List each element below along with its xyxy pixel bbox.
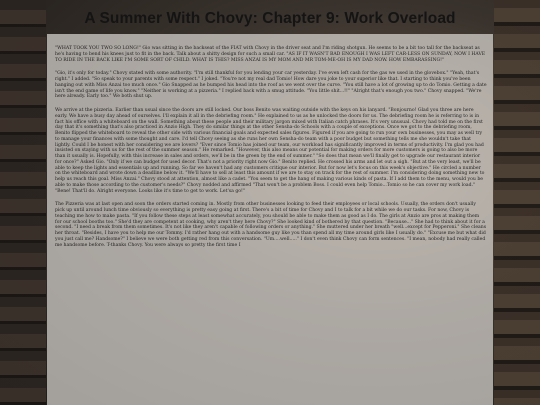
story-paragraph: "WHAT TOOK YOU TWO SO LONG!" Gio was sitting in the backseat of the FIAT with Chovy in the driver seat and I'm riding shotgun. He seems to be a bit too tall for the backseat as he's having to bend his knees just to fit in the back. Talk about a shitty design for such a small car. "AS IF IT WASN'T BAD ENOUGH I WAS LEFT CAR-LESS ON SUNDAY, NOW I HAVE TO RIDE IN THE BACK LIKE I'M SOME SORT OF CHILD. WHAT IS THIS? MISS ANZAI IS MY MOM AND MR TOM-ME-OH IS MY DAD NOW. HOW EMBARASSING!"	[55, 46, 486, 63]
chapter-title: A Summer With Chovy: Chapter 9: Work Overload	[84, 10, 456, 27]
bookshelf-left	[0, 0, 46, 405]
story-paragraph: We arrive at the pizzeria. Earlier than usual since the doors are still locked. Our boss Benito was waiting outside with the keys on his lanyard. "Bonjourno! Glad you three are here early. We have a busy day ahead of ourselves. I'll explain it all in the debriefing room." He explained to us as he unlocked the doors for us. The debriefing room he is referring to is in fact his office with a whiteboard on the wall. Something about these people and their military jargon mixed with Italian catch phrases. It's very unusual. Chovy had told me on the first day that it's something that's also practiced in Anzio High. They do similar things at the other Sensha-do Schools with a couple of exceptions. Once we got to the debriefing room, Benito flipped the whiteboard to reveal the other side with various financial goals and expected sales figures. Figured if you are going to run your own businesses, you may as well try to manage your finances with some thought and care. I'd tell Chovy seeing as she runs her own Sensha-do team with a poor budget but something tells me she wouldn't take that lightly. Could I be honest with her considering we are lovers? "Ever since Tomio has joined our team, our workload has significantly improved in terms of productivity. I'm glad you had insisted on staying with us for the rest of the summer season." He remarked. "However, this also means our potential for making orders for more customers is going to also be more than it usually is. Hopefully, with this increase in sales and orders, we'll be in the green by the end of summer." "So does that mean we'll finally get to upgrade our restaurant interior for once?" Asked Gio. "Only if we can budget for used decor. That's not a priority right now Gio." Benito replied. He crossed his arms and let out a sigh. "But at the very least, we'll be able to keep the lights and essentials up and running. So far we haven't had any customers critique our interior. But for now let's focus on this week's objective." He circled a number on the whiteboard and wrote down a deadline below it. "We'll have to sell at least this amount if we are to stay on track for the rest of summer. I'm considering doing something new to help us reach this goal. Miss Anzai." Chovy stood at attention, almost like a cadet. "You seem to get the hang of making various kinds of pasta. If I add them to the menu, would you be able to make those according to the customer's needs?" Chovy nodded and affirmed "That won't be a problem Boss. I could even help Tomio...Tomio so he can cover my work load." "Bene! That'll do. Alright everyone. Looks like it's time to get to work. Let'sa go!"	[55, 108, 485, 194]
story-page[interactable]	[47, 34, 493, 405]
story-paragraph: "Gio, it's only for today." Chovy stated with some authority. "I'm still thankful for you lending your car yesterday. I've even left cash for the gas we used in the glovebox." "Yeah, that's right." I added. "So speak to your parents with some respect." I joked. "You're not my real dad Tomio! How dare you joke to your superior like that. I starting to think you've been hanging out with Miss Anzai too much once." Gio Snapped as he bumped his head into the roof as we went over the curve. "You still have a lot of growing up to do Tomio. Getting a date isn't the end game of life you know." "Neither is working at a pizzeria." I replied back with a smug attitude. "You little shit...!!" "Alright that's enough you two." Chovy snapped. "We're here already. Early too." We both shut up.	[55, 71, 487, 100]
bookshelf-right	[494, 0, 540, 405]
story-paragraph: The Pizzeria was at last open and soon the orders started coming in. Mostly from other businesses looking to feed their employees or local schools. Usually, the orders don't usually pick up until around lunch time obviously so everything is pretty easy going at first. There's a bit of time for Chovy and I to talk for a bit while we do our tasks. For now, Chovy is teaching me how to make pasta. "If you follow these steps at least somewhat accurately, you should be able to make them as good as I do. The girls at Anzio are pros at making them for our school booths too." She'd they are competent at cooking, why aren't they here Chovy?" She looked kind of bothered by that question. "Because..." She had to think about it for a second. "I need a break from them sometimes. It's not like they aren't capable of following orders or anything." She muttered under her breath "well...except for Pepperoni." She cleans her throat. "Besides, I have you to help me our Tommy. I'd rather hang out with a handsome guy like you than spend all my time around girls like I usually do." "Excuse me but what did you just call me? Handsome?" I believe we were both getting red from this conversation. "Um....well....." I don't even think Chovy can form sentences. "I mean, nobody had really called me handsome before. T-thanks Chovy. You were always so pretty the first time I	[55, 202, 487, 248]
